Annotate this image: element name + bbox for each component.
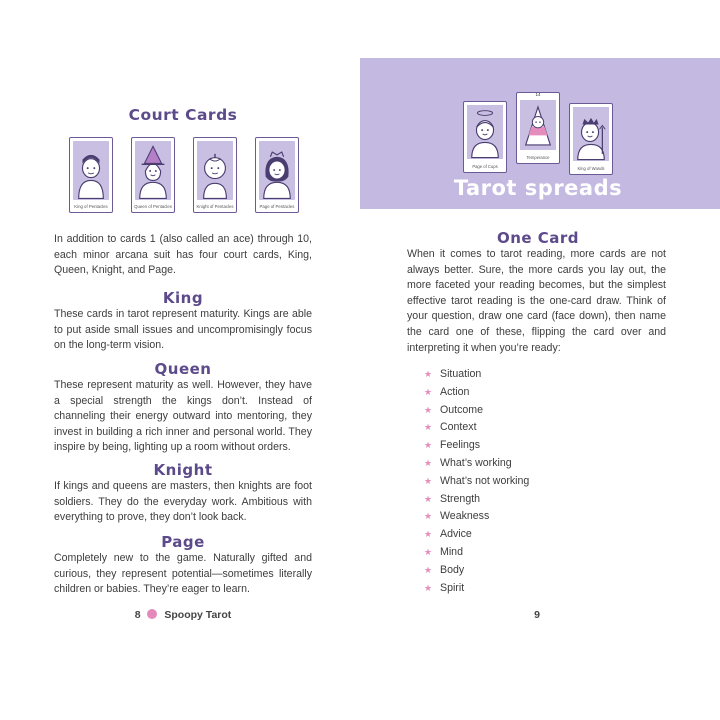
knight-illustration xyxy=(197,141,233,200)
list-item: ★ Outcome xyxy=(424,403,483,416)
knight-paragraph: If kings and queens are masters, then knights are foot soldiers. They do the everyday work. Ambitious with everything to prove, they don’t look back. xyxy=(54,480,312,524)
temperance-illustration xyxy=(520,100,556,150)
king-heading: King xyxy=(162,289,204,307)
queen-illustration xyxy=(135,141,171,200)
court-card-page xyxy=(255,137,299,213)
star-icon: ★ xyxy=(424,564,433,575)
list-item: ★ Body xyxy=(424,563,465,576)
banner-card-caption: King of Wands xyxy=(577,166,605,171)
card-caption: Knight of Pentacles xyxy=(196,204,234,209)
one-card-paragraph: When it comes to tarot reading, more cards are not always better. Sure, the more cards you lay out, the more faceted your reading becomes, but the simplest effective tarot reading is the one-card draw. Think of your question, draw one card (face down), then name the card one of these, flipping the card over and interpreting it when you’re ready: xyxy=(407,248,666,354)
star-icon: ★ xyxy=(424,422,433,433)
one-card-list xyxy=(424,368,529,599)
page-heading: Page xyxy=(161,533,205,551)
banner-card-temperance xyxy=(516,92,560,164)
list-item: ★ Weakness xyxy=(424,510,490,523)
star-icon: ★ xyxy=(424,457,433,468)
card-caption: Queen of Pentacles xyxy=(134,204,172,209)
book-title: Spoopy Tarot xyxy=(164,609,232,621)
star-icon: ★ xyxy=(424,511,433,522)
list-item: ★ Action xyxy=(424,385,470,398)
king-of-wands-illustration xyxy=(573,107,609,161)
list-item: ★ Advice xyxy=(424,528,472,541)
footer-dot-icon xyxy=(147,609,157,619)
star-icon: ★ xyxy=(424,529,433,540)
star-icon: ★ xyxy=(424,582,433,593)
intro-paragraph: In addition to cards 1 (also called an ace) through 10, each minor arcana suit has four court cards, King, Queen, Knight, and Page. xyxy=(54,233,312,277)
page-illustration xyxy=(259,141,295,200)
star-icon: ★ xyxy=(424,546,433,557)
court-cards-title: Court Cards xyxy=(128,106,238,124)
list-item: ★ Mind xyxy=(424,545,463,558)
banner-card-king-of-wands xyxy=(569,103,613,175)
king-paragraph: These cards in tarot represent maturity. Kings are able to put aside small issues and uncompromisingly focus on the long-term vision. xyxy=(54,308,312,352)
right-page-number: 9 xyxy=(534,609,540,621)
list-item: ★ What’s not working xyxy=(424,474,530,487)
card-caption: Page of Pentacles xyxy=(259,204,295,209)
left-footer xyxy=(0,609,366,621)
star-icon: ★ xyxy=(424,386,433,397)
banner-card-caption: Temperance xyxy=(526,155,550,160)
right-page xyxy=(360,0,720,720)
star-icon: ★ xyxy=(424,493,433,504)
card-number: 14 xyxy=(535,92,541,97)
banner-card-caption: Page of Cups xyxy=(472,164,498,169)
card-caption: King of Pentacles xyxy=(74,204,108,209)
star-icon: ★ xyxy=(424,475,433,486)
banner-card-page-of-cups xyxy=(463,101,507,173)
king-illustration xyxy=(73,141,109,200)
page-of-cups-illustration xyxy=(467,105,503,159)
court-card-king xyxy=(69,137,113,213)
court-card-knight xyxy=(193,137,237,213)
list-item: ★ What’s working xyxy=(424,456,512,469)
star-icon: ★ xyxy=(424,404,433,415)
list-item: ★ Strength xyxy=(424,492,481,505)
list-item: ★ Feelings xyxy=(424,439,481,452)
list-item: ★ Context xyxy=(424,421,477,434)
tarot-spreads-title: Tarot spreads xyxy=(453,176,623,200)
queen-heading: Queen xyxy=(154,360,212,378)
list-item: ★ Spirit xyxy=(424,581,465,594)
page-paragraph: Completely new to the game. Naturally gifted and curious, they represent potential—sometimes literally children or babies. They’re eager to learn. xyxy=(54,552,312,596)
one-card-heading: One Card xyxy=(496,229,580,247)
left-page-number: 8 xyxy=(134,609,141,621)
star-icon: ★ xyxy=(424,369,433,379)
star-icon: ★ xyxy=(424,440,433,451)
list-item: ★ Situation xyxy=(424,368,482,380)
knight-heading: Knight xyxy=(153,461,213,479)
court-card-queen xyxy=(131,137,175,213)
queen-paragraph: These represent maturity as well. However, they have a special strength the kings don’t. Instead of channeling their energy outward into mentoring, they invest in building a rich inner and personal world. They inspire by being, lighting up a room without orders. xyxy=(54,379,312,454)
court-cards-row xyxy=(0,137,366,217)
